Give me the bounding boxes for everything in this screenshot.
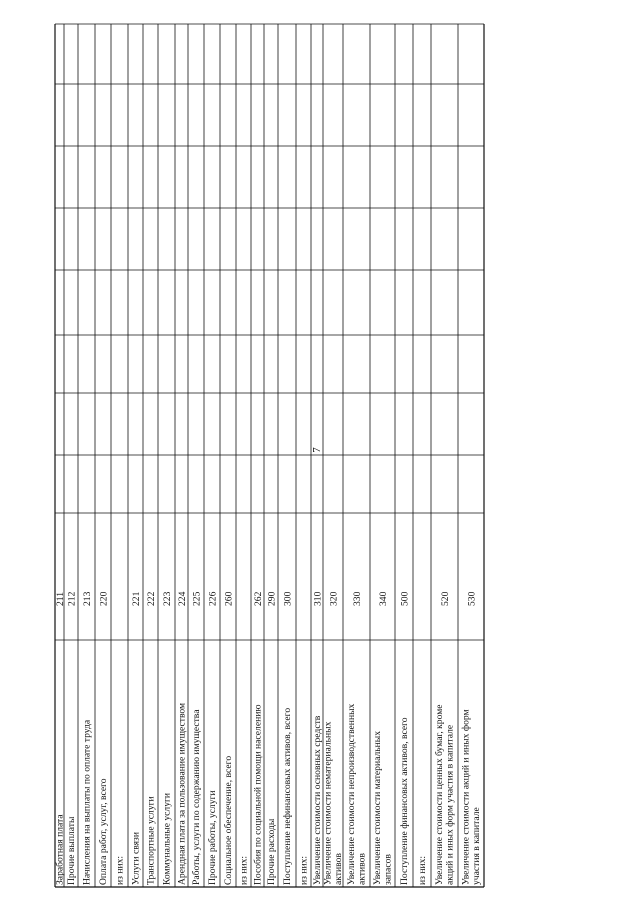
row-code: 290 [266,591,278,606]
row-code: 340 [378,591,389,606]
row-label: Увеличение стоимости материальных [372,731,383,885]
row-label: участия в капитале [471,807,482,885]
row-label: Увеличение стоимости ценных бумаг, кроме [434,704,445,885]
page-number: 7 [311,447,323,453]
row-label: активов [333,853,344,885]
row-label: Работы, услуги по содержанию имущества [190,709,202,885]
row-label: Оплата работ, услуг, всего [97,778,109,885]
row-label: запасов [382,854,394,885]
row-label: акций и иных форм участия в капитале [444,724,456,885]
row-label: Социальное обеспечение, всего [222,755,234,885]
row-label: Прочие работы, услуги [206,790,218,885]
row-code: 213 [82,591,93,606]
row-code: 262 [253,591,264,606]
row-label: Поступление финансовых активов, всего [398,717,410,885]
row-label: из них: [238,855,250,885]
row-label: Прочие расходы [265,818,277,885]
row-code: 220 [98,591,110,606]
row-code: 221 [131,591,142,606]
row-code: 212 [66,591,78,606]
row-code: 260 [223,591,235,606]
row-label: Увеличение стоимости непроизводственных [346,703,357,885]
row-label: Прочие выплаты [65,816,77,885]
row-label: Транспортные услуги [145,796,157,885]
row-label: Арендная плата за пользование имуществом [176,702,188,885]
row-label: Пособия по социальной помощи населению [252,704,264,885]
row-label: из них: [298,855,310,885]
row-label: Заработная плата [54,814,66,885]
row-code: 222 [146,591,157,606]
row-code: 320 [328,591,340,606]
row-code: 225 [191,591,203,606]
row-label: Увеличение стоимости акций и иных форм [460,709,472,885]
row-label: из них: [114,855,126,885]
row-code: 520 [440,591,451,606]
row-code: 226 [207,591,219,606]
row-label: активов [356,853,368,885]
row-code: 330 [352,591,363,606]
row-label: Увеличение стоимости основных средств [311,715,323,885]
row-code: 310 [312,591,324,606]
row-code: 224 [177,591,188,606]
row-code: 500 [399,591,411,606]
row-code: 300 [282,591,294,606]
row-label: из них: [416,855,428,885]
row-code: 223 [162,591,173,606]
row-label: Поступление нефинансовых активов, всего [281,707,293,885]
row-code: 530 [466,591,478,606]
budget-table [54,24,484,887]
row-label: Увеличение стоимости нематериальных [322,721,334,885]
row-label: Коммунальные услуги [161,792,173,885]
row-code: 211 [55,591,66,606]
row-label: Начисления на выплаты по оплате труда [81,719,93,885]
row-label: Услуги связи [130,832,142,885]
